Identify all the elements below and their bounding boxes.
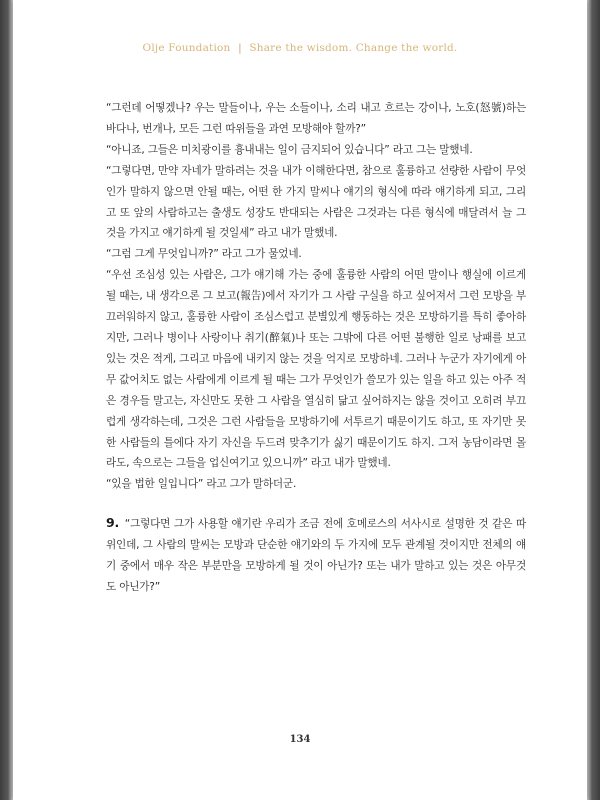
paragraph: “아니죠, 그들은 미치광이를 흉내내는 일이 금지되어 있습니다” 라고 그는 말했네. bbox=[106, 143, 473, 156]
paragraph: “그런데 어떻겠나? 우는 말들이나, 우는 소들이나, 소리 내고 흐르는 강이나, 노호(怒號)하는 바다나, 번개나, 모든 그런 따위들을 과연 모방해야 할까?” bbox=[106, 102, 526, 135]
publisher-slogan: Share the wisdom. Change the world. bbox=[249, 42, 458, 54]
page-body bbox=[106, 98, 526, 598]
section-paragraph bbox=[106, 513, 526, 598]
paragraph: “그렇다면, 만약 자네가 말하려는 것을 내가 이해한다면, 참으로 훌륭하고 선량한 사람이 무엇인가 말하지 않으면 안될 때는, 어떤 한 가지 말씨나 얘기의 형식에 따라 얘기하게 되고, 그리고 또 앞의 사람하고는 출생도 성장도 반대되는 사람은 그것과는 다른 형식에 매달려서 늘 그것을 가지고 얘기하게 될 것일세” 라고 내가 말했네. bbox=[106, 164, 526, 240]
paragraph: “그럼 그게 무엇입니까?” 라고 그가 물었네. bbox=[106, 248, 302, 261]
publisher-name: Olje Foundation bbox=[142, 42, 231, 54]
section-text: “그렇다면 그가 사용할 얘기란 우리가 조금 전에 호메로스의 서사시로 설명한 것 같은 따위인데, 그 사람의 말씨는 모방과 단순한 얘기와의 두 가지에 모두 관계될 것이지만 전체의 얘기 중에서 매우 작은 부분만을 모방하게 될 것이 아닌가? 또는 내가 말하고 있는 것은 아무것도 아닌가?” bbox=[106, 518, 526, 593]
page-number: 134 bbox=[289, 734, 311, 745]
paragraph: “우선 조심성 있는 사람은, 그가 얘기해 가는 중에 훌륭한 사람의 어떤 말이나 행실에 이르게 될 때는, 내 생각으론 그 보고(報告)에서 자기가 그 사람 구실을 하고 싶어져서 그런 모방을 부끄러워하지 않고, 훌륭한 사람이 조심스럽고 분별있게 행동하는 것은 모방하기를 특히 좋아하지만, 그러나 병이나 사랑이나 취기(醉氣)나 또는 그밖에 다른 어떤 불행한 일로 낭패를 보고 있는 것은 적게, 그리고 마음에 내키지 않는 것을 억지로 모방하네. 그러나 누군가 자기에게 아무 값어치도 없는 사람에게 이르게 될 때는 그가 무엇인가 쓸모가 있는 일을 하고 있는 아주 적은 경우들 말고는, 자신만도 못한 그 사람을 열심히 닮고 싶어하지는 않을 것이고 오히려 부끄럽게 생각하는데, 그것은 그런 사람들을 모방하기에 서투르기 때문이기도 하고, 또 자기만 못한 사람들의 틀에다 자기 자신을 두드려 맞추기가 싫기 때문이기도 하지. 그저 농담이라면 몰라도, 속으로는 그들을 업신여기고 있으니까” 라고 내가 말했네. bbox=[106, 269, 526, 470]
header-separator: | bbox=[238, 42, 242, 54]
book-page bbox=[13, 0, 587, 800]
section-number: 9. bbox=[106, 515, 120, 531]
paragraph: “있을 법한 일입니다” 라고 그가 말하더군. bbox=[106, 478, 297, 491]
running-header bbox=[13, 42, 587, 54]
